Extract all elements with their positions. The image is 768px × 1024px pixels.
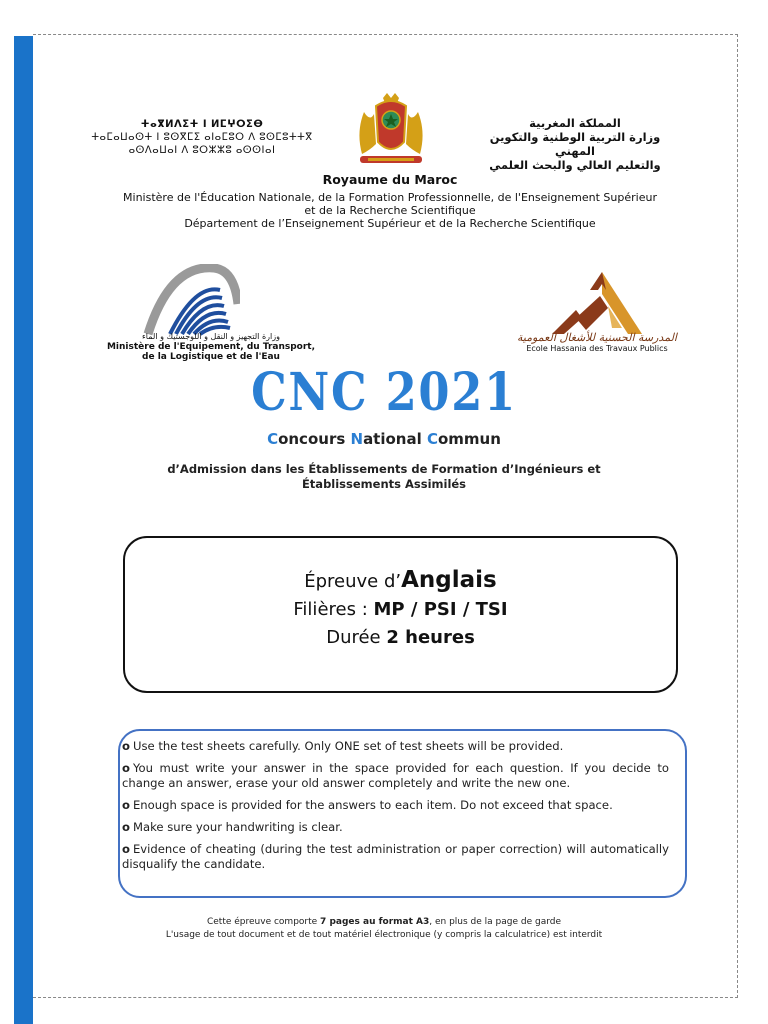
bullet-icon: o	[122, 798, 130, 812]
filieres-value: MP / PSI / TSI	[373, 599, 508, 620]
concours-initial: N	[350, 430, 364, 448]
admission-subtitle	[150, 462, 618, 492]
bullet-icon: o	[122, 739, 130, 753]
tifinagh-header	[82, 118, 322, 157]
instruction-text: You must write your answer in the space provided for each question. If you decide to change an answer, erase your old answer completely and write the new one.	[122, 761, 669, 790]
bullet-icon: o	[122, 842, 130, 856]
exam-title: CNC 2021	[251, 362, 517, 423]
concours-initial: C	[426, 430, 438, 448]
footer-text: , en plus de la page de garde	[429, 917, 562, 927]
tifinagh-line: ⵜⴰⴳⵍⴷⵉⵜ ⵏ ⵍⵎⵖⵔⵉⴱ	[140, 119, 264, 130]
concours-heading	[0, 430, 768, 448]
concours-initial: C	[267, 430, 279, 448]
epreuve-label: Épreuve d’	[304, 571, 402, 592]
duree-label: Durée	[326, 627, 387, 648]
exam-subject-row	[125, 566, 676, 596]
footer-line-rules: L'usage de tout document et de tout matériel électronique (y compris la calculatrice) est interdit	[165, 930, 603, 940]
ehtp-logo-icon	[542, 268, 662, 338]
exam-filieres-row	[125, 596, 676, 624]
instruction-text: Evidence of cheating (during the test administration or paper correction) will automatically disqualify the candidate.	[122, 842, 669, 871]
left-blue-bar	[14, 36, 33, 1024]
instruction-text: Use the test sheets carefully. Only ONE set of test sheets will be provided.	[132, 739, 564, 753]
department-line: Département de l’Enseignement Supérieur et de la Recherche Scientifique	[184, 217, 596, 230]
arabic-line: وزارة التربية الوطنية والتكوين المهني	[489, 130, 661, 158]
arabic-header	[470, 116, 680, 172]
ministry-equipment-caption	[96, 332, 326, 362]
footer-pages: 7 pages au format A3	[320, 917, 430, 927]
ministry-equipment-line: de la Logistique et de l'Eau	[142, 352, 280, 362]
ministry-block	[60, 172, 720, 230]
concours-word: oncours	[278, 430, 351, 448]
instruction-item	[122, 798, 669, 813]
bullet-icon: o	[122, 820, 130, 834]
moroccan-coat-of-arms-icon	[348, 92, 434, 168]
admission-line: d’Admission dans les Établissements de Formation d’Ingénieurs et	[167, 462, 601, 476]
ministry-equipment-arabic: وزارة التجهيز و النقل و اللوجستيك و الماء	[142, 332, 280, 341]
arabic-line: المملكة المغربية	[529, 116, 621, 130]
arabic-line: والتعليم العالي والبحث العلمي	[489, 158, 661, 172]
instruction-item	[122, 842, 669, 872]
instructions-box	[118, 729, 687, 898]
instruction-item	[122, 761, 669, 791]
exam-duration-row	[125, 624, 676, 652]
ministry-line: et de la Recherche Scientifique	[304, 204, 476, 217]
instruction-item	[122, 820, 669, 835]
bullet-icon: o	[122, 761, 130, 775]
ministry-equipment-logo-icon	[140, 264, 240, 339]
ministry-line: Ministère de l'Éducation Nationale, de la Formation Professionnelle, de l'Enseignement Supérieur	[123, 191, 657, 204]
instruction-item	[122, 739, 669, 754]
concours-word: ational	[363, 430, 427, 448]
instruction-text: Enough space is provided for the answers to each item. Do not exceed that space.	[132, 798, 613, 812]
ehtp-arabic: المدرسة الحسنية للأشغال العمومية	[517, 331, 677, 344]
kingdom-title: Royaume du Maroc	[322, 172, 458, 187]
ehtp-caption	[512, 332, 682, 354]
footer-line-pages	[0, 916, 768, 929]
instruction-text: Make sure your handwriting is clear.	[132, 820, 343, 834]
ministry-equipment-line: Ministère de l'Equipement, du Transport,	[106, 342, 316, 352]
footer-text: Cette épreuve comporte	[206, 917, 321, 927]
admission-line: Établissements Assimilés	[301, 477, 467, 491]
ehtp-name: Ecole Hassania des Travaux Publics	[526, 344, 668, 353]
tifinagh-line: ⴰⵙⴷⴰⵡⴰⵏ ⴷ ⵓⵔⵣⵣⵓ ⴰⵙⵙⵏⴰⵏ	[128, 145, 276, 156]
concours-word: ommun	[437, 430, 501, 448]
exam-subject: Anglais	[401, 567, 497, 593]
footer-notice	[0, 916, 768, 942]
filieres-label: Filières :	[293, 599, 374, 620]
duree-value: 2 heures	[386, 627, 475, 648]
exam-info-box	[123, 536, 678, 693]
tifinagh-line: ⵜⴰⵎⴰⵡⴰⵙⵜ ⵏ ⵓⵙⴳⵎⵉ ⴰⵏⴰⵎⵓⵔ ⴷ ⵓⵙⵎⵓⵜⵜⴳ	[91, 132, 313, 143]
